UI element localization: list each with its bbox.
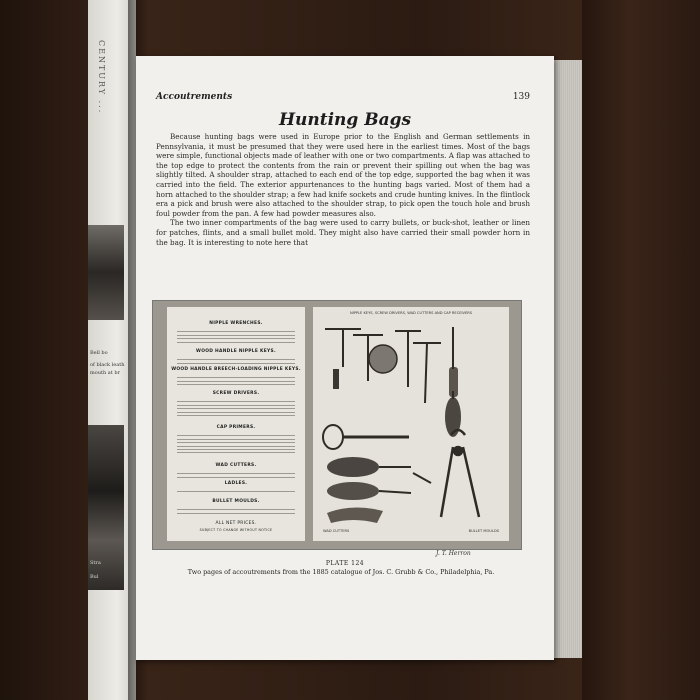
plate-photo: [152, 300, 522, 550]
running-head: Accoutrements: [156, 92, 233, 102]
catalog-page-right: [313, 307, 509, 541]
left-page-running-head: CENTURY ...: [97, 40, 106, 115]
left-page-photo-top: [88, 225, 124, 320]
catalog-section-heading: WOOD HANDLE BREECH-LOADING NIPPLE KEYS.: [171, 367, 301, 372]
catalog-right-heading: NIPPLE KEYS, SCREW DRIVERS, WAD CUTTERS AND CAP RECEIVERS: [349, 311, 473, 315]
screw-driver-icon: [333, 369, 339, 389]
catalog-section-heading: BULLET MOULDS.: [212, 499, 260, 504]
body-text: [156, 132, 530, 247]
catalog-right-label: WAD CUTTERS: [323, 529, 350, 533]
catalog-footer-note: SUBJECT TO CHANGE WITHOUT NOTICE: [199, 528, 273, 532]
left-caption-line: Bul: [90, 574, 99, 580]
catalog-page-left: [167, 307, 305, 541]
pliers-icon: [441, 430, 479, 517]
paragraph: The two inner compartments of the bag were used to carry bullets, or buck-shot, leather or linen for patches, flints, and a small bullet mold. They might also have carried their small powder horn in the bag. It is interesting to note here that: [156, 218, 530, 247]
catalog-footer: ALL NET PRICES.: [215, 521, 257, 526]
catalog-right-label: BULLET MOULDS: [468, 529, 499, 533]
left-caption-line: Bell bo: [90, 350, 108, 356]
left-caption-line: mouth at br: [90, 370, 120, 376]
book-page: [136, 56, 554, 660]
page-number: 139: [512, 92, 530, 102]
catalog-section-heading: SCREW DRIVERS.: [212, 391, 260, 396]
plate-number: PLATE 124: [325, 560, 365, 567]
tools-illustration: [313, 307, 509, 541]
catalog-section-heading: CAP PRIMERS.: [216, 425, 256, 430]
left-caption-line: of black leath: [90, 362, 125, 368]
catalog-section-heading: NIPPLE WRENCHES.: [209, 321, 263, 326]
bullet-mould-icon: [327, 457, 379, 477]
page-header: [156, 92, 530, 102]
wad-cutter-icon: [327, 507, 383, 523]
paragraph: Because hunting bags were used in Europe prior to the English and German settlements in Pennsylvania, it must be presumed that they were used here in the earliest times. Most of the bags were simple, functional objects made of leather with one or two compartments. A flap was attached to the top edge to protect the contents from the rain or prevent their spilling out when the bag was slightly tilted. A shoulder strap, attached to each end of the top edge, supported the bag when it was carried into the field. The exterior appurtenances to the hunting bags varied. Most of them had a horn attached to the shoulder strap; a few had knife sockets and crude hunting knives. In the flintlock era a pick and brush were also attached to the shoulder strap, to pick open the touch hole and brush foul powder from the pan. A few had powder measures also.: [156, 132, 530, 218]
ladle-icon: [323, 425, 343, 449]
bullet-mould-icon: [327, 482, 379, 500]
left-caption-line: Stra: [90, 560, 101, 566]
plate-caption: Two pages of accoutrements from the 1885 catalogue of Jos. C. Grubb & Co., Philadelphia, Pa.: [187, 568, 495, 576]
cap-primer-icon: [369, 345, 397, 373]
catalog-section-heading: WAD CUTTERS.: [215, 463, 257, 468]
catalog-section-heading: LADLES.: [224, 481, 248, 486]
plate-credit: J. T. Herron: [436, 550, 471, 557]
catalog-section-heading: WOOD HANDLE NIPPLE KEYS.: [196, 349, 276, 354]
background-right: [582, 0, 700, 700]
page-title: Hunting Bags: [278, 110, 412, 130]
page-edges: [554, 60, 582, 658]
